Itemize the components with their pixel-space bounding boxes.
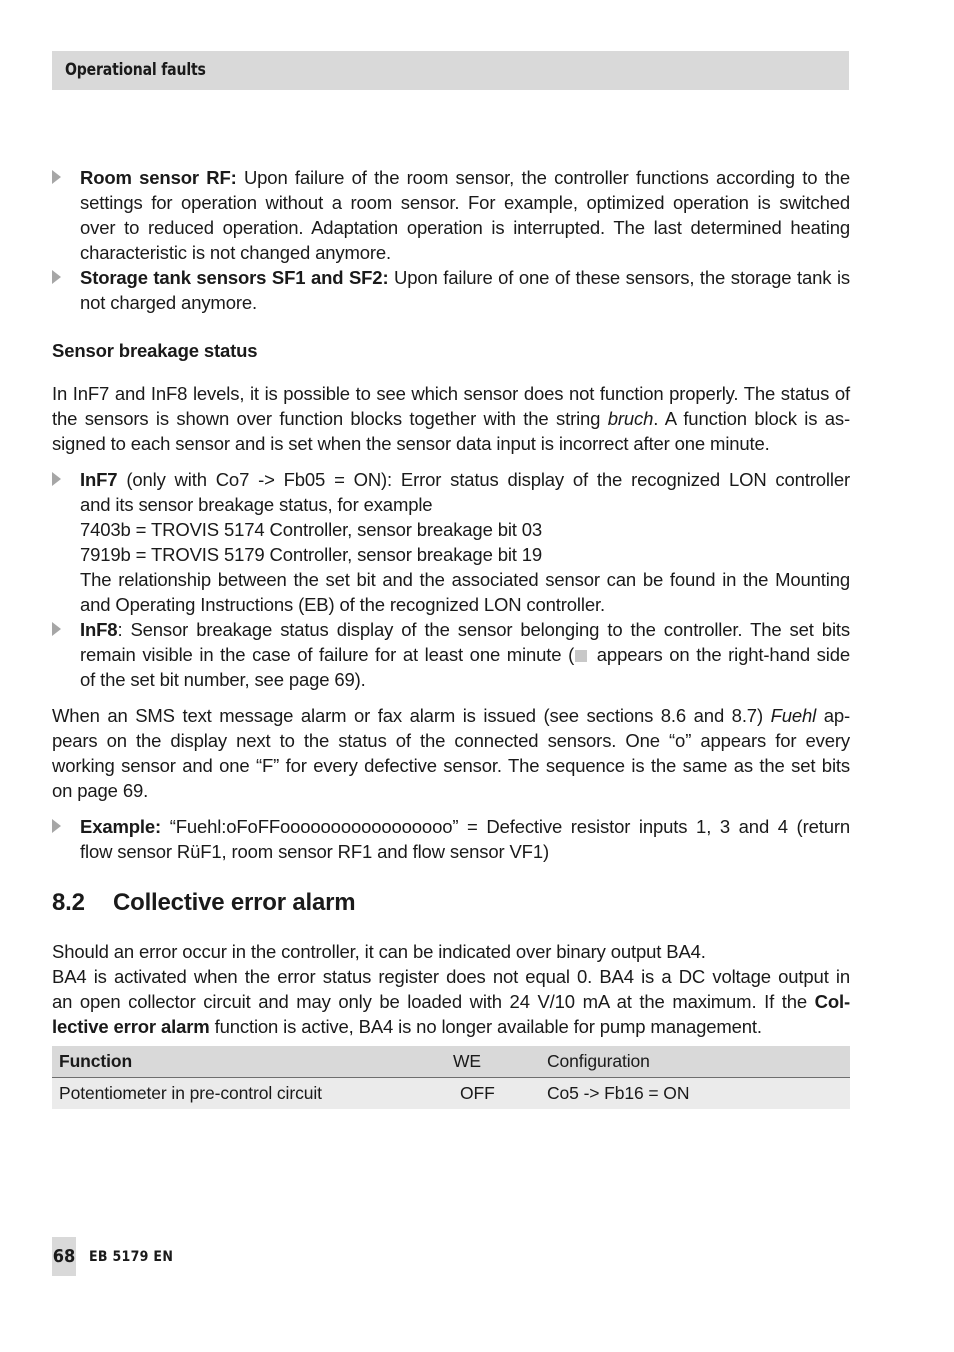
bullet-example: Example: “Fuehl:oFoFFooooooooooooooooo” = Defective resistor inputs 1, 3 and 4 (return flow sensor RüF1, room sensor RF1 and flow sensor VF1) [52, 814, 850, 864]
paragraph-collective-alarm: Should an error occur in the controller, it can be indicated over binary output BA4. BA4 is activated when the error status register does not equal 0. BA4 is a DC voltage output in an open collector circuit and may only be loaded with 24 V/10 mA at the maximum. If the Col- lective error alarm function is active, BA4 is no longer available for pump management. [52, 941, 850, 1037]
table-cell: Co5 -> Fb16 = ON [540, 1078, 850, 1110]
section-title [52, 889, 355, 917]
bullet-storage-tank: Storage tank sensors SF1 and SF2: Upon failure of one of these sensors, the storage tank is not charged anymore. [52, 265, 850, 315]
table-header-cell: WE [446, 1046, 540, 1078]
bullet-triangle-icon [52, 472, 61, 486]
table-row [52, 1078, 850, 1110]
page-header-bar [52, 51, 849, 90]
section-number: 8.2 [52, 889, 85, 916]
bullet-triangle-icon [52, 622, 61, 636]
table-header-cell: Configuration [540, 1046, 850, 1078]
function-table [52, 1046, 850, 1109]
paragraph-intro: In InF7 and InF8 levels, it is possible to see which sensor does not function properly. The status of the sensors is shown over function blocks together with the string bruch. A function block is as- signed to each sensor and is set when the sensor data input is incorrect after one minute. [52, 383, 850, 454]
breakage-square-icon [575, 650, 587, 662]
bullet-term: Room sensor RF: [80, 167, 237, 188]
bullet-triangle-icon [52, 170, 61, 184]
bullet-triangle-icon [52, 819, 61, 833]
page-number: 68 [52, 1237, 76, 1276]
table-header-cell: Function [52, 1046, 446, 1078]
table-header-row [52, 1046, 850, 1078]
bullet-triangle-icon [52, 270, 61, 284]
bullet-inf8: InF8: Sensor breakage status display of the sensor belonging to the controller. The set bits remain visible in the case of failure for at least one minute ( appears on the right-hand side of the set bit number, see page 69). [52, 617, 850, 692]
bullet-inf7: InF7 (only with Co7 -> Fb05 = ON): Error status display of the recognized LON controller and its sensor breakage status, for example 7403b = TROVIS 5174 Controller, sensor breakage bit 03 7919b = TROVIS 5179 Controller, sensor breakage bit 19 The relationship between the set bit and the associated sensor can be found in the Mounting and Operating Instructions (EB) of the recognized LON controller. [52, 467, 850, 617]
paragraph-sms-alarm: When an SMS text message alarm or fax alarm is issued (see sections 8.6 and 8.7) Fuehl ap- pears on the display next to the status of the connected sensors. One “o” appears for every working sensor and one “F” for every defective sensor. The sequence is the same as the set bits on page 69. [52, 705, 850, 801]
page-header-title: Operational faults [65, 60, 206, 80]
table-cell: OFF [446, 1078, 540, 1110]
bullet-term: Storage tank sensors SF1 and SF2: [80, 267, 389, 288]
bullet-room-sensor: Room sensor RF: Upon failure of the room sensor, the controller functions according to the settings for operation without a room sensor. For example, optimized operation is switched over to reduced operation. Adaptation operation is interrupted. The last determined heating characteristic is not changed anymore. [52, 165, 850, 265]
section-heading: Collective error alarm [113, 889, 356, 916]
document-id: EB 5179 EN [89, 1249, 174, 1265]
table-cell: Potentiometer in pre-control circuit [52, 1078, 446, 1110]
subheading-sensor-breakage: Sensor breakage status [52, 340, 258, 361]
